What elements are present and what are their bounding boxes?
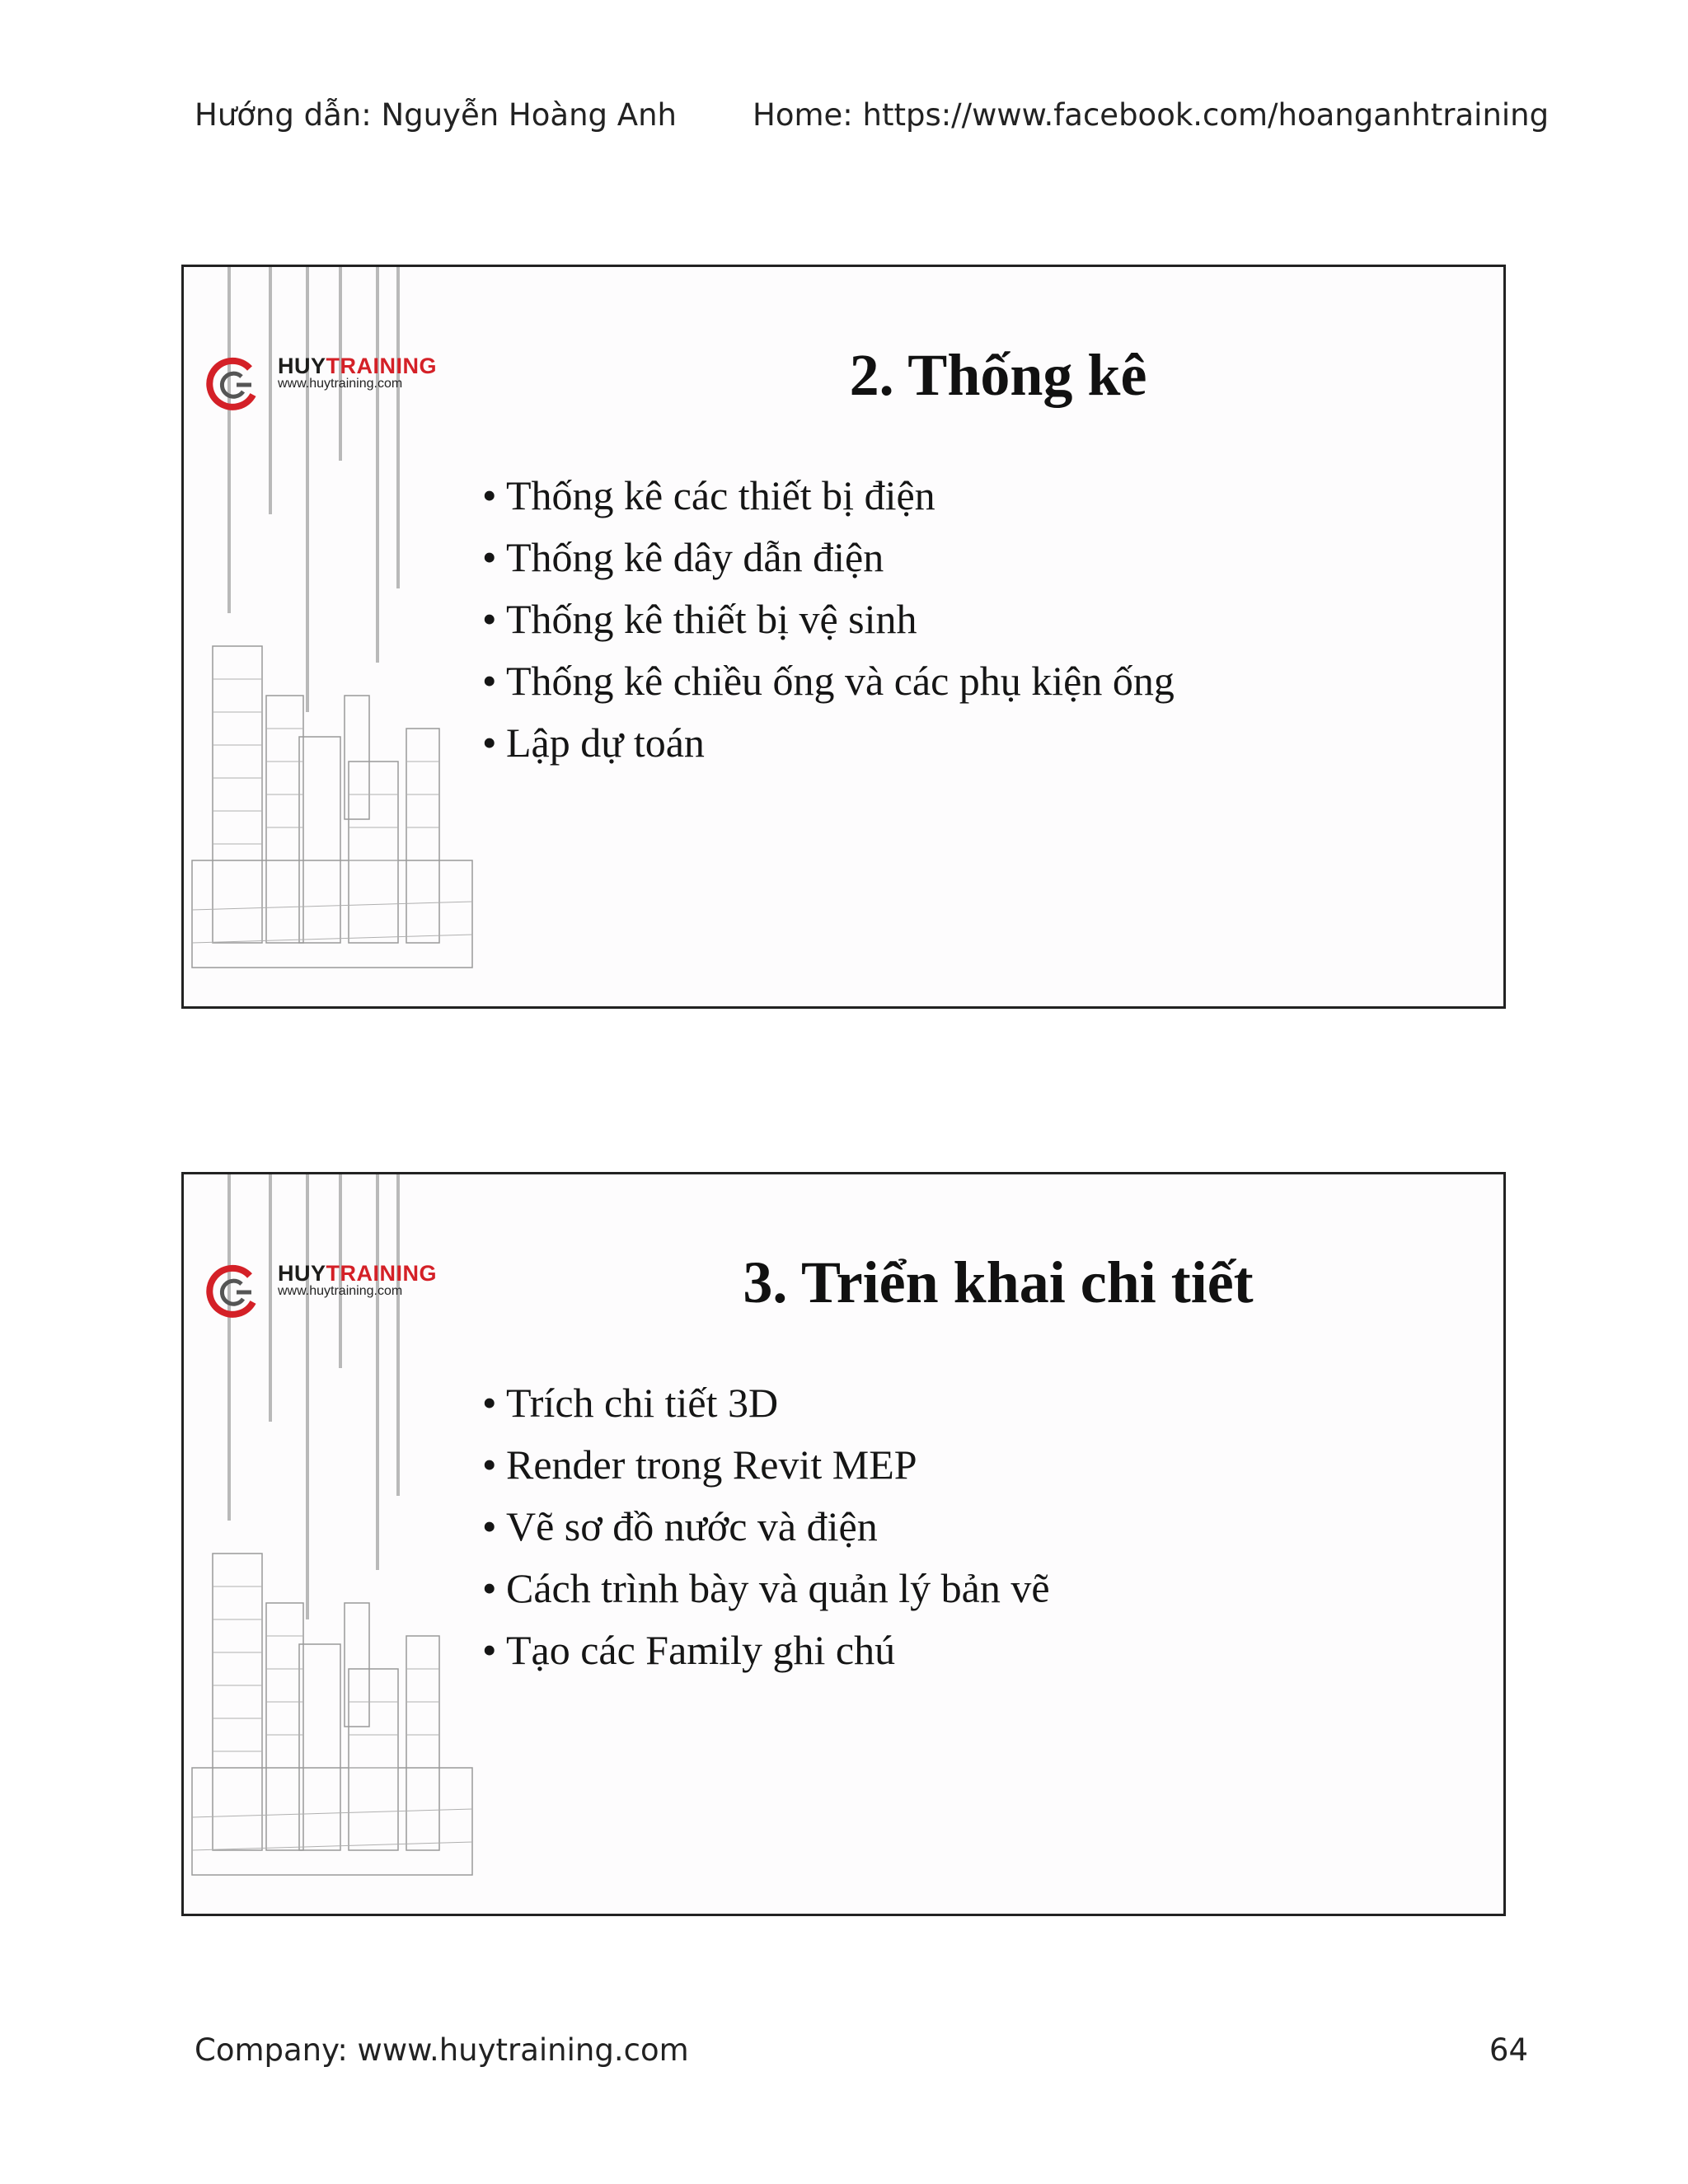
logo-brand-part1: HUY — [278, 354, 326, 378]
list-item: • Lập dự toán — [482, 719, 705, 766]
list-item: • Tạo các Family ghi chú — [482, 1627, 896, 1673]
list-item: • Thống kê các thiết bị điện — [482, 472, 935, 518]
list-item: • Render trong Revit MEP — [482, 1441, 917, 1488]
list-item: • Thống kê dây dẫn điện — [482, 534, 884, 580]
list-item: • Vẽ sơ đồ nước và điện — [482, 1503, 878, 1549]
header-home-link[interactable]: Home: https://www.facebook.com/hoanganhtraining — [753, 97, 1550, 133]
list-item: • Thống kê chiều ống và các phụ kiện ống — [482, 658, 1175, 704]
logo-brand-part2: TRAINING — [326, 354, 438, 378]
footer-company: Company: www.huytraining.com — [195, 2032, 689, 2068]
slide-thong-ke — [181, 265, 1506, 1009]
slide-trien-khai-chi-tiet — [181, 1172, 1506, 1916]
list-item: • Trích chi tiết 3D — [482, 1380, 779, 1426]
slide-title: 2. Thống kê — [849, 342, 1147, 408]
list-item: • Cách trình bày và quản lý bản vẽ — [482, 1565, 1050, 1611]
logo-brand-part1: HUY — [278, 1261, 326, 1286]
bullet-list — [482, 465, 1175, 774]
bullet-list — [482, 1372, 1050, 1681]
slide-title: 3. Triển khai chi tiết — [743, 1249, 1254, 1315]
list-item: • Thống kê thiết bị vệ sinh — [482, 596, 917, 642]
header-author: Hướng dẫn: Nguyễn Hoàng Anh — [195, 97, 677, 133]
logo-url: www.huytraining.com — [278, 1284, 403, 1298]
logo-brand-part2: TRAINING — [326, 1261, 438, 1286]
logo-url: www.huytraining.com — [278, 377, 403, 391]
page-number: 64 — [1489, 2032, 1528, 2068]
